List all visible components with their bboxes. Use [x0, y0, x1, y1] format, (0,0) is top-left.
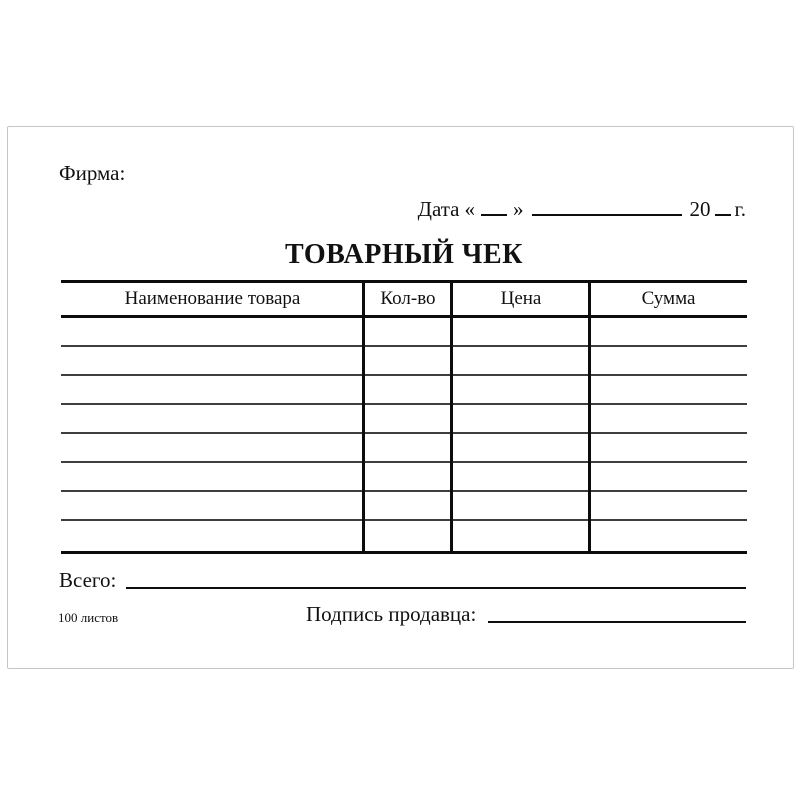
table-header-row — [61, 283, 747, 318]
signature-blank — [488, 621, 746, 623]
table-row — [61, 521, 747, 551]
date-word: Дата — [417, 197, 460, 221]
table-row — [61, 463, 747, 492]
table-row — [61, 376, 747, 405]
total-blank — [126, 587, 746, 589]
table-body — [61, 318, 747, 551]
table-row — [61, 318, 747, 347]
date-year-suffix: г. — [734, 197, 746, 221]
form-title: ТОВАРНЫЙ ЧЕК — [285, 239, 523, 270]
sheets-count-note: 100 листов — [58, 610, 119, 625]
table-row — [61, 347, 747, 376]
table-row — [61, 405, 747, 434]
receipt-form-page — [7, 126, 794, 669]
header-quantity: Кол-во — [380, 288, 436, 309]
total-label: Всего: — [59, 568, 117, 592]
table-row — [61, 434, 747, 463]
date-open-quote: « — [464, 197, 475, 221]
header-sum: Сумма — [641, 288, 696, 309]
table-row — [61, 492, 747, 521]
date-month-blank — [532, 200, 682, 216]
date-day-blank — [481, 200, 507, 216]
column-divider — [450, 283, 453, 551]
date-year-blank — [715, 200, 731, 216]
signature-label: Подпись продавца: — [306, 602, 477, 626]
items-table — [61, 280, 747, 554]
column-divider — [362, 283, 365, 551]
header-price: Цена — [500, 288, 542, 309]
signature-line — [306, 601, 746, 627]
header-item-name: Наименование товара — [124, 288, 301, 309]
total-line — [59, 567, 746, 593]
date-close-quote: » — [513, 197, 524, 221]
company-label: Фирма: — [59, 161, 126, 185]
date-line — [418, 197, 746, 221]
date-century: 20 — [689, 197, 711, 221]
column-divider — [588, 283, 591, 551]
